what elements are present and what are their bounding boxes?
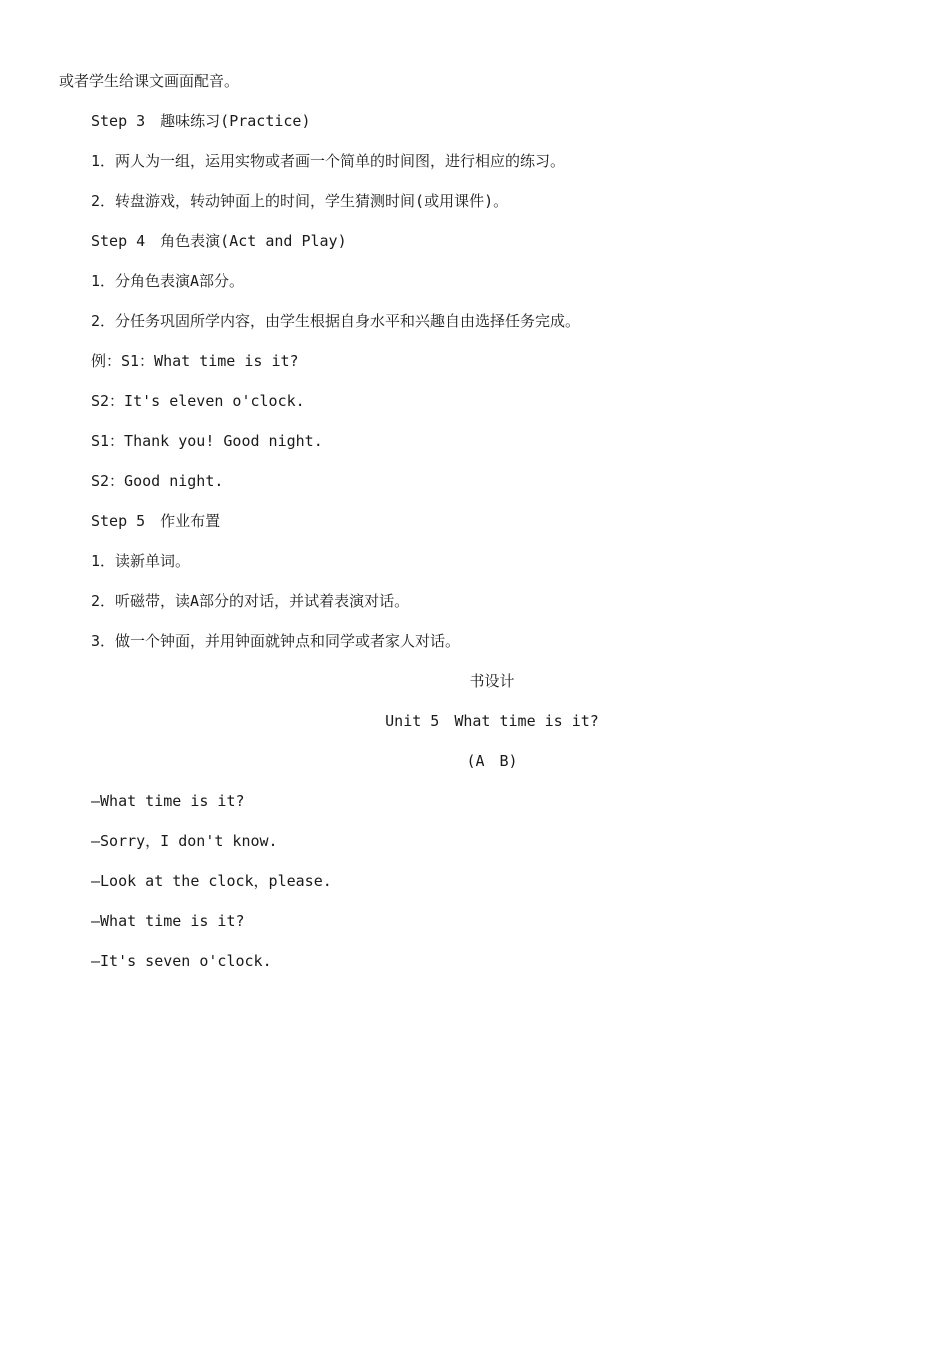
step4-heading: Step 4 角色表演(Act and Play)	[91, 232, 347, 250]
example-line-4: S2：Good night.	[91, 472, 224, 490]
board-design-title: 书设计	[469, 672, 515, 690]
board-unit-title: Unit 5 What time is it?	[385, 712, 599, 730]
step4-item-1: 1．分角色表演A部分。	[91, 272, 245, 290]
step5-item-1: 1．读新单词。	[91, 552, 191, 570]
board-parts: (A B)	[466, 752, 518, 770]
step3-item-2: 2．转盘游戏，转动钟面上的时间，学生猜测时间(或用课件)。	[91, 192, 509, 210]
step5-heading: Step 5 作业布置	[91, 512, 221, 530]
step5-item-2: 2．听磁带，读A部分的对话，并试着表演对话。	[91, 592, 410, 610]
step3-item-1: 1．两人为一组，运用实物或者画一个简单的时间图，进行相应的练习。	[91, 152, 566, 170]
example-line-2: S2：It's eleven o'clock.	[91, 392, 305, 410]
board-dialogue-line-1: —What time is it?	[91, 792, 245, 810]
example-line-3: S1：Thank you! Good night.	[91, 432, 323, 450]
step5-item-3: 3．做一个钟面，并用钟面就钟点和同学或者家人对话。	[91, 632, 461, 650]
intro-continuation: 或者学生给课文画面配音。	[59, 72, 240, 90]
board-dialogue-line-3: —Look at the clock，please.	[91, 872, 332, 890]
example-line-1: 例：S1：What time is it?	[91, 352, 299, 370]
board-dialogue-line-4: —What time is it?	[91, 912, 245, 930]
step3-heading: Step 3 趣味练习(Practice)	[91, 112, 311, 130]
board-dialogue-line-2: —Sorry，I don't know.	[91, 832, 278, 850]
step4-item-2: 2．分任务巩固所学内容，由学生根据自身水平和兴趣自由选择任务完成。	[91, 312, 581, 330]
board-dialogue-line-5: —It's seven o'clock.	[91, 952, 272, 970]
